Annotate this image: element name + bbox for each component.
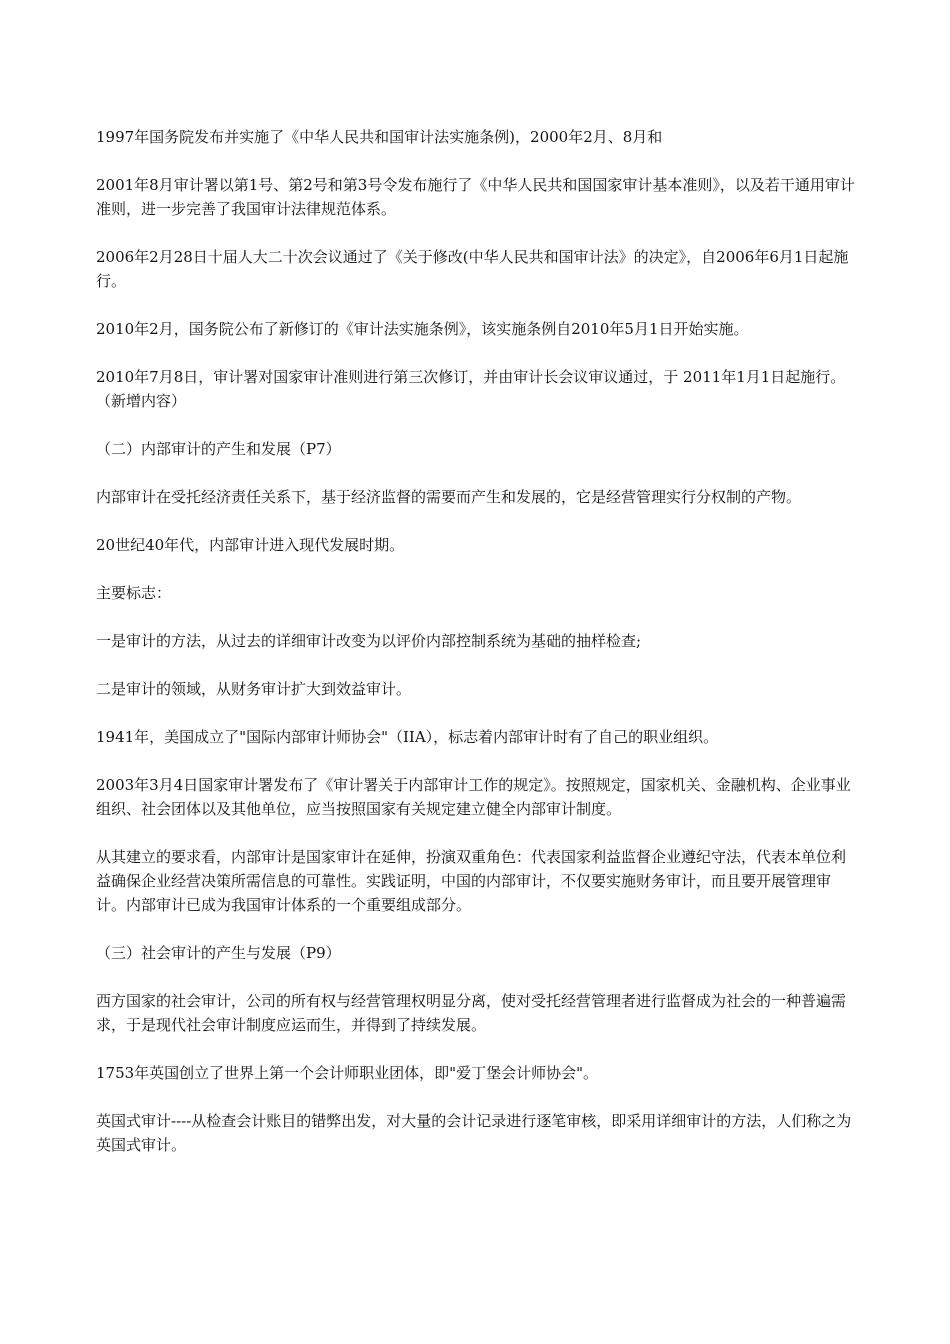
paragraph: 西方国家的社会审计，公司的所有权与经营管理权明显分离，使对受托经营管理者进行监督成为社会的一种普遍需求，于是现代社会审计制度应运而生，并得到了持续发展。 bbox=[96, 992, 847, 1034]
paragraph: 20世纪40年代，内部审计进入现代发展时期。 bbox=[96, 536, 405, 554]
paragraph: 1997年国务院发布并实施了《中华人民共和国审计法实施条例)，2000年2月、8月和 bbox=[96, 128, 663, 146]
section-heading: （二）内部审计的产生和发展（P7） bbox=[96, 440, 341, 458]
paragraph: 2006年2月28日十届人大二十次会议通过了《关于修改(中华人民共和国审计法》的决定》，自2006年6月1日起施行。 bbox=[96, 248, 849, 290]
paragraph: 1941年，美国成立了"国际内部审计师协会"（IIA），标志着内部审计时有了自己的职业组织。 bbox=[96, 728, 719, 746]
document-body bbox=[96, 125, 860, 1181]
paragraph: 从其建立的要求看，内部审计是国家审计在延伸，扮演双重角色：代表国家利益监督企业遵纪守法，代表本单位利益确保企业经营决策所需信息的可靠性。实践证明，中国的内部审计，不仅要实施财务审计，而且要开展管理审计。内部审计已成为我国审计体系的一个重要组成部分。 bbox=[96, 848, 847, 914]
paragraph: 2001年8月审计署以第1号、第2号和第3号令发布施行了《中华人民共和国国家审计基本准则》，以及若干通用审计准则，进一步完善了我国审计法律规范体系。 bbox=[96, 176, 855, 218]
paragraph: 英国式审计----从检查会计账目的错弊出发，对大量的会计记录进行逐笔审核，即采用详细审计的方法，人们称之为英国式审计。 bbox=[96, 1112, 852, 1154]
paragraph: 2010年7月8日，审计署对国家审计准则进行第三次修订，并由审计长会议审议通过，于 2011年1月1日起施行。（新增内容） bbox=[96, 368, 846, 410]
paragraph: 2010年2月，国务院公布了新修订的《审计法实施条例》，该实施条例自2010年5月1日开始实施。 bbox=[96, 320, 749, 338]
section-heading: （三）社会审计的产生与发展（P9） bbox=[96, 944, 341, 962]
paragraph: 内部审计在受托经济责任关系下，基于经济监督的需要而产生和发展的，它是经营管理实行分权制的产物。 bbox=[96, 488, 802, 506]
paragraph: 二是审计的领域，从财务审计扩大到效益审计。 bbox=[96, 680, 412, 698]
paragraph: 2003年3月4日国家审计署发布了《审计署关于内部审计工作的规定》。按照规定，国家机关、金融机构、企业事业组织、社会团体以及其他单位，应当按照国家有关规定建立健全内部审计制度。 bbox=[96, 776, 851, 818]
paragraph: 1753年英国创立了世界上第一个会计师职业团体，即"爱丁堡会计师协会"。 bbox=[96, 1064, 598, 1082]
paragraph: 一是审计的方法，从过去的详细审计改变为以评价内部控制系统为基础的抽样检查; bbox=[96, 632, 642, 650]
paragraph: 主要标志： bbox=[96, 584, 172, 602]
